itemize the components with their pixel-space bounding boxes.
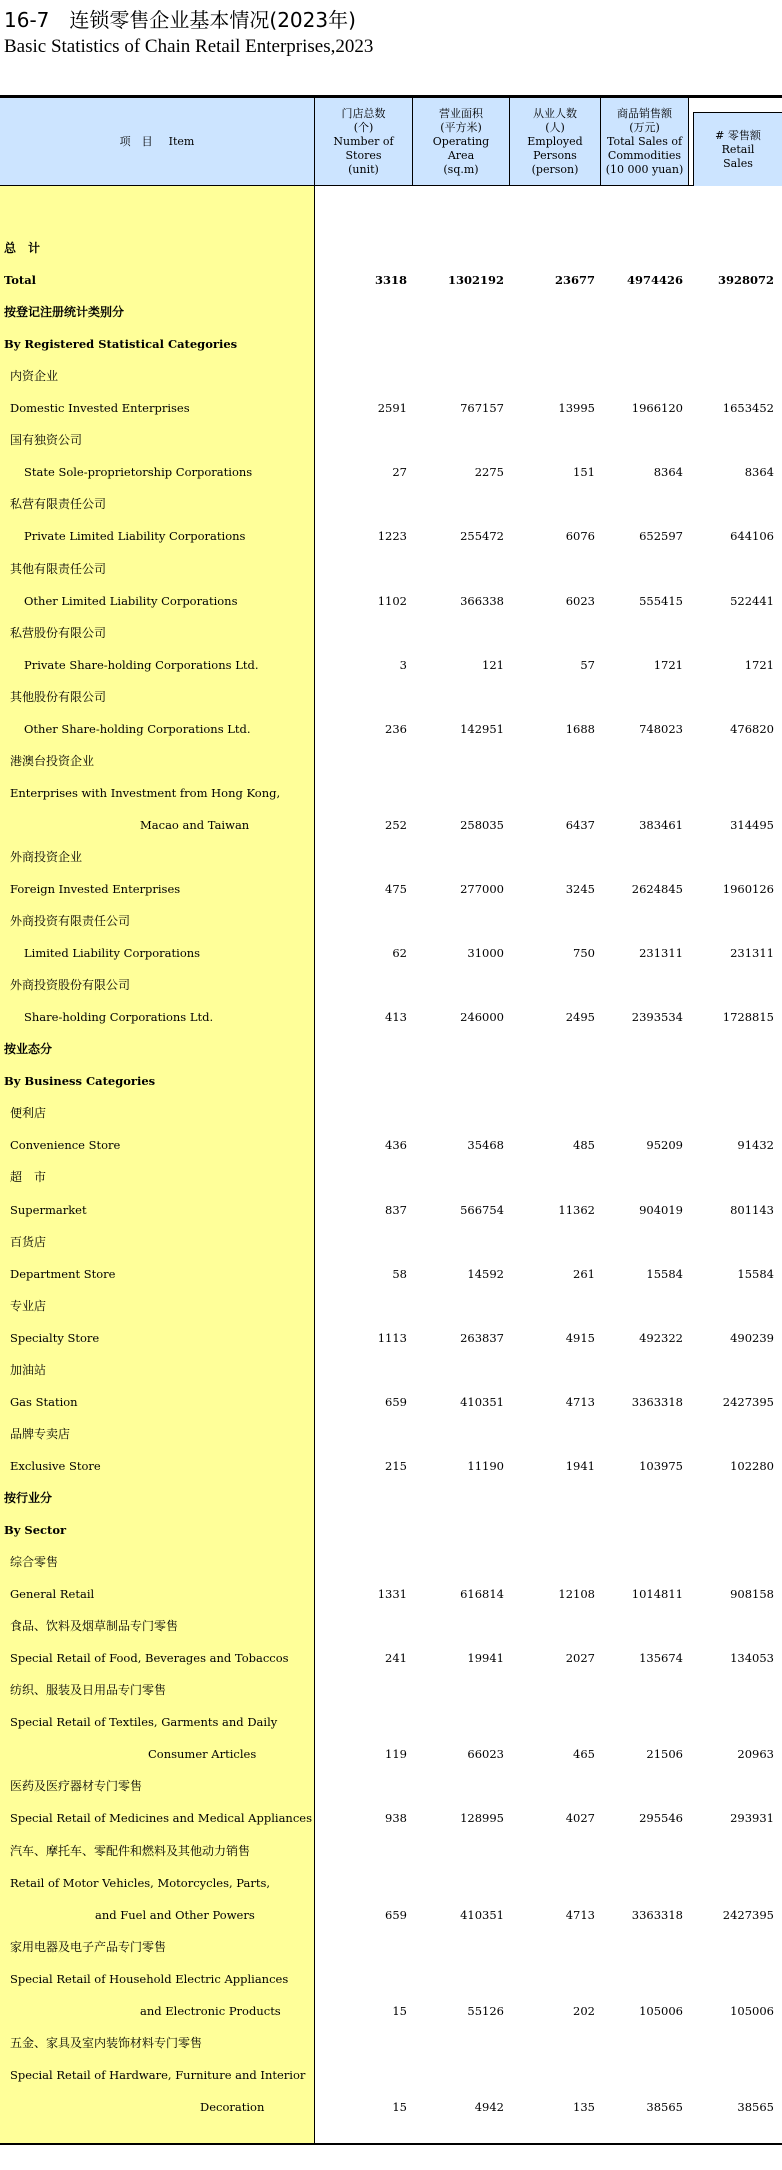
row-value: 1331 <box>377 1587 407 1602</box>
row-label: Special Retail of Medicines and Medical Appliances <box>10 1811 312 1826</box>
column-header-text: Number of <box>333 134 394 148</box>
table-row <box>0 488 782 520</box>
table-row <box>0 2027 782 2059</box>
table-row <box>0 1802 782 1834</box>
row-label: 私营有限责任公司 <box>10 497 107 512</box>
row-value: 767157 <box>460 401 504 416</box>
table-row <box>0 1867 782 1899</box>
row-value: 128995 <box>460 1811 504 1826</box>
table-row <box>0 841 782 873</box>
row-label: Foreign Invested Enterprises <box>10 882 181 896</box>
table-row <box>0 1418 782 1450</box>
row-label: 便利店 <box>10 1106 47 1121</box>
column-header-text: # 零售额 <box>715 128 761 142</box>
row-value: 750 <box>573 946 595 961</box>
row-value: 652597 <box>639 529 683 544</box>
row-value: 15 <box>392 2003 407 2018</box>
row-value: 436 <box>385 1138 407 1153</box>
column-header-text: Total Sales of <box>606 134 683 148</box>
table-title-en: Basic Statistics of Chain Retail Enterprises,2023 <box>4 36 374 57</box>
table-row <box>0 1931 782 1963</box>
row-value: 4027 <box>565 1811 595 1826</box>
column-header-retail-box <box>693 112 782 186</box>
row-value: 1721 <box>653 657 683 672</box>
row-value: 11190 <box>467 1458 504 1473</box>
row-value: 837 <box>385 1202 407 1217</box>
column-header-text: Retail <box>721 142 755 156</box>
table-row <box>0 1226 782 1258</box>
table-top-rule <box>0 95 782 98</box>
row-value: 121 <box>482 657 504 672</box>
row-value: 2495 <box>565 1010 595 1025</box>
row-label: Domestic Invested Enterprises <box>10 401 190 416</box>
row-value: 475 <box>385 882 407 896</box>
row-label: Total <box>4 273 37 288</box>
row-label: 专业店 <box>10 1298 47 1313</box>
column-header-text: (万元) <box>629 120 660 134</box>
row-value: 6437 <box>565 817 595 832</box>
row-value: 1102 <box>377 593 407 608</box>
row-value: 23677 <box>554 273 595 288</box>
table-row <box>0 777 782 809</box>
table-row <box>0 585 782 617</box>
row-value: 119 <box>385 1747 407 1762</box>
row-label: 外商投资企业 <box>10 849 83 864</box>
row-value: 1302192 <box>447 273 504 288</box>
row-label: 医药及医疗器材专门零售 <box>10 1779 143 1794</box>
row-value: 748023 <box>639 721 683 736</box>
table-row <box>0 456 782 488</box>
row-value: 8364 <box>653 465 683 480</box>
row-label: 加油站 <box>10 1362 47 1377</box>
row-label: 按业态分 <box>4 1042 53 1057</box>
row-value: 236 <box>385 721 407 736</box>
table-row <box>0 649 782 681</box>
table-row <box>0 1642 782 1674</box>
column-header-text: 门店总数 <box>341 106 386 120</box>
row-value: 476820 <box>730 721 774 736</box>
column-header-text: (平方米) <box>440 120 482 134</box>
row-value: 492322 <box>639 1330 683 1345</box>
row-value: 2624845 <box>631 882 683 896</box>
row-value: 3928072 <box>717 273 774 288</box>
row-value: 410351 <box>460 1907 504 1922</box>
row-value: 263837 <box>460 1330 504 1345</box>
table-row <box>0 1514 782 1546</box>
row-label: 超 市 <box>10 1170 47 1185</box>
row-label: 五金、家具及室内装饰材料专门零售 <box>10 2035 203 2050</box>
row-value: 1653452 <box>722 401 774 416</box>
row-value: 19941 <box>467 1651 504 1666</box>
row-value: 566754 <box>460 1202 504 1217</box>
column-header-stores <box>315 98 412 186</box>
table-row <box>0 1129 782 1161</box>
column-header-area <box>413 98 509 186</box>
table-row <box>0 1065 782 1097</box>
column-header-text: Commodities <box>607 148 682 162</box>
row-value: 58 <box>392 1266 407 1281</box>
row-value: 134053 <box>730 1651 774 1666</box>
row-value: 6023 <box>565 593 595 608</box>
row-value: 465 <box>573 1747 595 1762</box>
column-header-text: Stores <box>345 148 382 162</box>
row-label: Exclusive Store <box>10 1458 101 1473</box>
row-value: 1014811 <box>631 1587 683 1602</box>
row-value: 659 <box>385 1907 407 1922</box>
row-value: 295546 <box>639 1811 683 1826</box>
row-value: 13995 <box>558 401 595 416</box>
row-label: 汽车、摩托车、零配件和燃料及其他动力销售 <box>10 1843 251 1858</box>
row-value: 490239 <box>730 1330 774 1345</box>
table-row <box>0 1097 782 1129</box>
row-value: 2427395 <box>722 1907 774 1922</box>
row-value: 135674 <box>639 1651 683 1666</box>
column-header-sales <box>601 98 688 186</box>
column-header-text: 商品销售额 <box>617 106 672 120</box>
row-value: 258035 <box>460 817 504 832</box>
row-value: 1941 <box>565 1458 595 1473</box>
row-value: 1688 <box>565 721 595 736</box>
row-value: 15584 <box>737 1266 774 1281</box>
column-header-text: 营业面积 <box>439 106 483 120</box>
row-value: 6076 <box>565 529 595 544</box>
table-row <box>0 1482 782 1514</box>
table-row <box>0 424 782 456</box>
row-value: 410351 <box>460 1394 504 1409</box>
table-row <box>0 392 782 424</box>
row-value: 3363318 <box>631 1907 683 1922</box>
table-row <box>0 1322 782 1354</box>
row-label: Consumer Articles <box>148 1747 257 1762</box>
row-value: 1113 <box>377 1330 407 1345</box>
row-label: 私营股份有限公司 <box>10 625 107 640</box>
row-value: 2427395 <box>722 1394 774 1409</box>
row-value: 21506 <box>646 1747 683 1762</box>
row-value: 38565 <box>737 2099 774 2114</box>
column-header-text: (人) <box>545 120 565 134</box>
row-value: 12108 <box>558 1587 595 1602</box>
row-label: and Fuel and Other Powers <box>95 1907 255 1922</box>
table-row <box>0 1290 782 1322</box>
row-value: 231311 <box>730 946 774 961</box>
table-row <box>0 1899 782 1931</box>
table-row <box>0 2059 782 2091</box>
row-value: 1966120 <box>631 401 683 416</box>
table-row <box>0 1706 782 1738</box>
row-value: 151 <box>573 465 595 480</box>
row-label: Convenience Store <box>10 1138 121 1153</box>
row-label: Enterprises with Investment from Hong Kong, <box>10 785 281 800</box>
table-row <box>0 2091 782 2123</box>
row-value: 413 <box>385 1010 407 1025</box>
row-label: and Electronic Products <box>140 2003 281 2018</box>
column-header-item-en: Item <box>168 134 195 148</box>
row-label: Other Limited Liability Corporations <box>24 593 238 608</box>
row-value: 11362 <box>558 1202 595 1217</box>
row-value: 4713 <box>565 1907 595 1922</box>
row-value: 15 <box>392 2099 407 2114</box>
column-header-employed <box>510 98 600 186</box>
row-label: Decoration <box>200 2099 265 2114</box>
row-value: 135 <box>573 2099 595 2114</box>
row-label: Department Store <box>10 1266 116 1281</box>
row-value: 3245 <box>565 882 595 896</box>
row-label: 总 计 <box>4 241 41 255</box>
row-label: 家用电器及电子产品专门零售 <box>10 1939 167 1954</box>
table-bottom-rule <box>0 2143 782 2145</box>
row-value: 14592 <box>467 1266 504 1281</box>
row-value: 202 <box>573 2003 595 2018</box>
row-value: 4974426 <box>626 273 683 288</box>
table-row <box>0 328 782 360</box>
table-row <box>0 1674 782 1706</box>
row-value: 55126 <box>467 2003 504 2018</box>
table-row <box>0 713 782 745</box>
row-label: State Sole-proprietorship Corporations <box>24 465 253 480</box>
row-value: 1960126 <box>722 882 774 896</box>
row-label: Limited Liability Corporations <box>24 946 201 961</box>
row-value: 1223 <box>377 529 407 544</box>
row-value: 3 <box>399 657 407 672</box>
column-divider <box>600 98 601 186</box>
row-label: Specialty Store <box>10 1330 100 1345</box>
row-value: 103975 <box>639 1458 683 1473</box>
table-row <box>0 1001 782 1033</box>
row-value: 938 <box>385 1811 407 1826</box>
column-header-text: (个) <box>353 120 374 134</box>
column-header-text: Persons <box>533 148 577 162</box>
row-value: 366338 <box>460 593 504 608</box>
row-label: Special Retail of Hardware, Furniture and Interior <box>10 2067 306 2082</box>
row-value: 908158 <box>730 1587 774 1602</box>
column-header-text: (10 000 yuan) <box>605 162 684 176</box>
table-row <box>0 873 782 905</box>
row-value: 1721 <box>744 657 774 672</box>
row-label: 港澳台投资企业 <box>10 753 95 768</box>
row-label: Special Retail of Household Electric Appliances <box>10 1971 289 1986</box>
column-divider <box>412 98 413 186</box>
table-row <box>0 1258 782 1290</box>
row-label: Special Retail of Food, Beverages and Tobaccos <box>10 1651 289 1666</box>
table-row <box>0 1578 782 1610</box>
row-value: 105006 <box>639 2003 683 2018</box>
row-label: 其他有限责任公司 <box>10 561 107 576</box>
table-row <box>0 617 782 649</box>
row-value: 91432 <box>737 1138 774 1153</box>
row-value: 215 <box>385 1458 407 1473</box>
row-value: 142951 <box>460 721 504 736</box>
column-header-item <box>0 98 314 186</box>
row-value: 4915 <box>565 1330 595 1345</box>
row-value: 522441 <box>730 593 774 608</box>
column-header-text: Sales <box>723 156 753 170</box>
row-value: 15584 <box>646 1266 683 1281</box>
row-value: 2275 <box>474 465 504 480</box>
row-label: By Sector <box>4 1523 67 1537</box>
column-header-text: (person) <box>531 162 579 176</box>
row-value: 2393534 <box>631 1010 683 1025</box>
table-row <box>0 296 782 328</box>
row-value: 555415 <box>639 593 683 608</box>
column-header-text: Area <box>447 148 475 162</box>
row-value: 241 <box>385 1651 407 1666</box>
table-row <box>0 1386 782 1418</box>
row-value: 8364 <box>744 465 774 480</box>
row-value: 102280 <box>730 1458 774 1473</box>
row-label: Share-holding Corporations Ltd. <box>24 1010 214 1025</box>
table-row <box>0 1450 782 1482</box>
row-label: Private Share-holding Corporations Ltd. <box>24 657 259 672</box>
row-value: 616814 <box>460 1587 504 1602</box>
row-value: 277000 <box>460 882 504 896</box>
row-label: 综合零售 <box>10 1555 59 1570</box>
table-row <box>0 1963 782 1995</box>
table-row <box>0 553 782 585</box>
row-value: 801143 <box>730 1202 774 1217</box>
column-divider <box>688 98 689 186</box>
table-row <box>0 969 782 1001</box>
row-label: By Registered Statistical Categories <box>4 337 238 352</box>
column-header-text: (sq.m) <box>443 162 479 176</box>
table-row <box>0 1610 782 1642</box>
row-value: 255472 <box>460 529 504 544</box>
row-value: 252 <box>385 817 407 832</box>
row-value: 20963 <box>737 1747 774 1762</box>
column-header-text: 从业人数 <box>533 106 577 120</box>
column-header-text: (unit) <box>348 162 379 176</box>
row-value: 66023 <box>467 1747 504 1762</box>
row-label: 食品、饮料及烟草制品专门零售 <box>10 1619 179 1634</box>
row-label: 国有独资公司 <box>10 433 83 448</box>
row-label: Supermarket <box>10 1202 87 1217</box>
row-value: 105006 <box>730 2003 774 2018</box>
row-label: Retail of Motor Vehicles, Motorcycles, Parts, <box>10 1875 271 1890</box>
table-row <box>0 1546 782 1578</box>
row-value: 62 <box>392 946 407 961</box>
row-label: 纺织、服装及日用品专门零售 <box>10 1683 167 1698</box>
row-label: 内资企业 <box>10 369 59 384</box>
row-label: Special Retail of Textiles, Garments and Daily <box>10 1715 278 1730</box>
row-value: 3318 <box>374 273 407 288</box>
row-label: General Retail <box>10 1587 95 1602</box>
row-value: 659 <box>385 1394 407 1409</box>
table-row <box>0 1835 782 1867</box>
row-value: 314495 <box>730 817 774 832</box>
row-label: 外商投资股份有限公司 <box>10 978 131 993</box>
table-row <box>0 1738 782 1770</box>
row-value: 644106 <box>730 529 774 544</box>
table-row <box>0 809 782 841</box>
table-row <box>0 520 782 552</box>
row-value: 383461 <box>639 817 683 832</box>
column-header-text: Employed <box>527 134 583 148</box>
row-label: 百货店 <box>10 1234 47 1249</box>
row-label: 按行业分 <box>4 1490 53 1505</box>
table-row <box>0 232 782 264</box>
row-label: 其他股份有限公司 <box>10 689 107 704</box>
row-label: Gas Station <box>10 1394 78 1409</box>
row-value: 35468 <box>467 1138 504 1153</box>
table-row <box>0 1354 782 1386</box>
row-value: 3363318 <box>631 1394 683 1409</box>
row-value: 4713 <box>565 1394 595 1409</box>
row-value: 261 <box>573 1266 595 1281</box>
row-value: 293931 <box>730 1811 774 1826</box>
row-label: Macao and Taiwan <box>140 817 250 832</box>
row-value: 38565 <box>646 2099 683 2114</box>
row-label: 外商投资有限责任公司 <box>10 914 131 929</box>
table-row <box>0 1033 782 1065</box>
row-value: 2591 <box>377 401 407 416</box>
row-label: Private Limited Liability Corporations <box>24 529 246 544</box>
row-label: 品牌专卖店 <box>10 1426 71 1441</box>
table-row <box>0 1194 782 1226</box>
row-value: 1728815 <box>722 1010 774 1025</box>
row-value: 485 <box>573 1138 595 1153</box>
column-header-retail <box>689 98 782 186</box>
row-label: 按登记注册统计类别分 <box>4 305 125 320</box>
row-value: 904019 <box>639 1202 683 1217</box>
row-value: 57 <box>580 657 595 672</box>
row-value: 4942 <box>474 2099 504 2114</box>
column-header-item-cn: 项 目 <box>119 134 153 148</box>
row-value: 231311 <box>639 946 683 961</box>
table-row <box>0 1770 782 1802</box>
table-row <box>0 745 782 777</box>
table-row <box>0 360 782 392</box>
statistics-table <box>0 95 782 2145</box>
row-value: 246000 <box>460 1010 504 1025</box>
column-divider <box>509 98 510 186</box>
table-row <box>0 264 782 296</box>
table-row <box>0 1161 782 1193</box>
row-value: 27 <box>392 465 407 480</box>
table-row <box>0 681 782 713</box>
table-row <box>0 905 782 937</box>
row-label: Other Share-holding Corporations Ltd. <box>24 721 251 736</box>
column-header-text: Operating <box>432 134 490 148</box>
row-value: 95209 <box>646 1138 683 1153</box>
table-row <box>0 937 782 969</box>
table-title-cn: 16-7 连锁零售企业基本情况(2023年) <box>4 8 356 32</box>
table-row <box>0 1995 782 2027</box>
row-label: By Business Categories <box>4 1074 156 1089</box>
row-value: 31000 <box>467 946 504 961</box>
row-value: 2027 <box>565 1651 595 1666</box>
